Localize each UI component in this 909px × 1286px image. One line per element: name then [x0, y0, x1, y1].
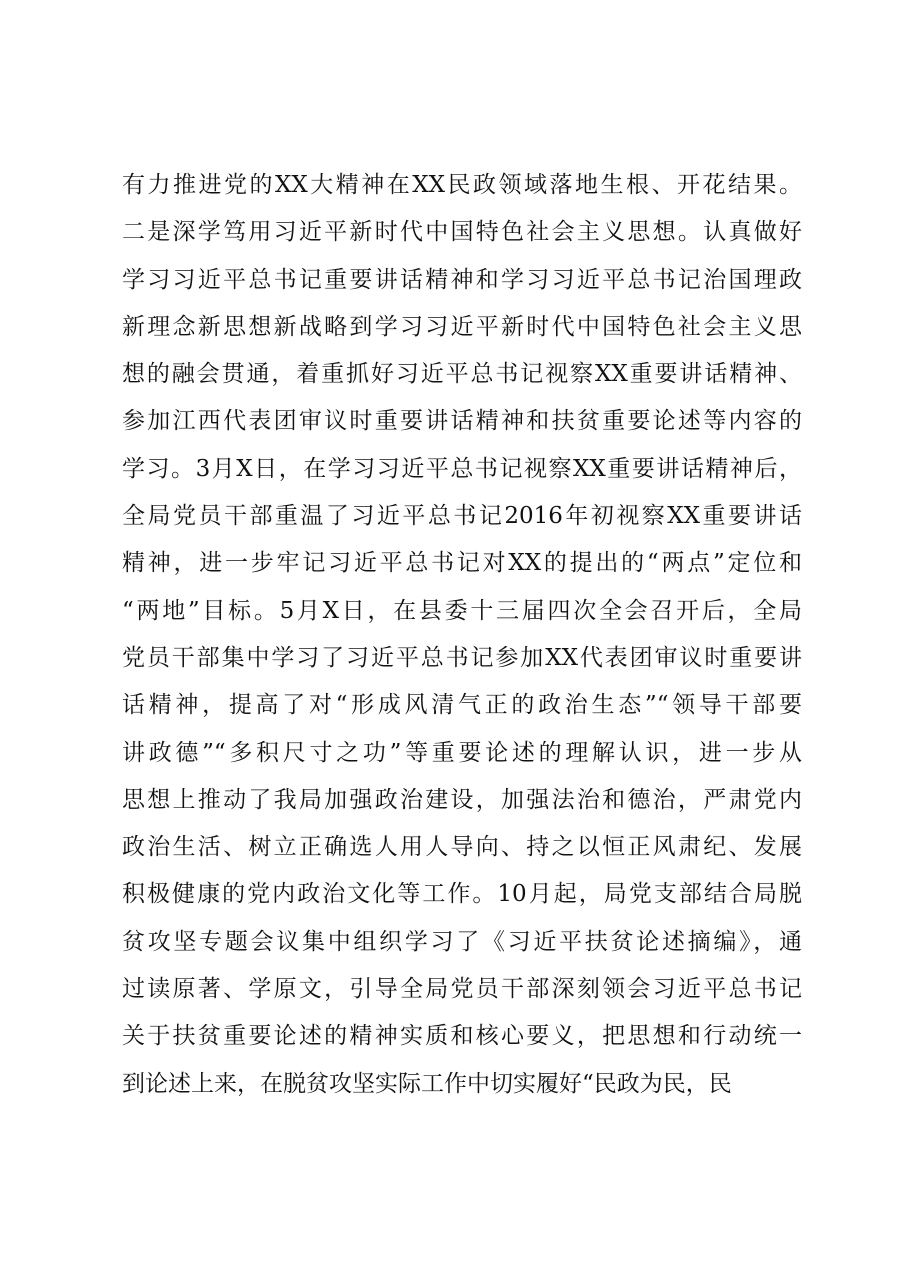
text-line: “两地”目标。5月X日，在县委十三届四次全会召开后，全局: [122, 597, 802, 624]
text-line: 到论述上来，在脱贫攻坚实际工作中切实履好“民政为民，民: [122, 1070, 732, 1097]
text-line: 话精神，提高了对“形成风清气正的政治生态”“领导干部要: [122, 692, 802, 719]
text-line: 有力推进党的XX大精神在XX民政领域落地生根、开花结果。: [122, 172, 802, 198]
text-line: 学习。3月X日，在学习习近平总书记视察XX重要讲话精神后，: [122, 455, 802, 482]
text-line: 全局党员干部重温了习近平总书记2016年初视察XX重要讲话: [122, 503, 802, 530]
text-line: 想的融会贯通，着重抓好习近平总书记视察XX重要讲话精神、: [122, 361, 802, 388]
text-line: 关于扶贫重要论述的精神实质和核心要义，把思想和行动统一: [122, 1023, 802, 1050]
text-line: 思想上推动了我局加强政治建设，加强法治和德治，严肃党内: [122, 786, 802, 813]
text-line: 积极健康的党内政治文化等工作。10月起，局党支部结合局脱: [122, 881, 802, 908]
text-line: 参加江西代表团审议时重要讲话精神和扶贫重要论述等内容的: [122, 408, 802, 435]
text-line: 学习习近平总书记重要讲话精神和学习习近平总书记治国理政: [122, 266, 802, 293]
body-text: [122, 162, 802, 1108]
text-line: 过读原著、学原文，引导全局党员干部深刻领会习近平总书记: [122, 976, 802, 1003]
text-line: 新理念新思想新战略到学习习近平新时代中国特色社会主义思: [122, 313, 802, 340]
text-line: 党员干部集中学习了习近平总书记参加XX代表团审议时重要讲: [122, 644, 802, 671]
text-line: 贫攻坚专题会议集中组织学习了《习近平扶贫论述摘编》，通: [122, 928, 802, 955]
text-line: 讲政德”“多积尺寸之功”等重要论述的理解认识，进一步从: [122, 739, 802, 766]
text-line: 精神，进一步牢记习近平总书记对XX的提出的“两点”定位和: [122, 550, 802, 577]
text-line: 政治生活、树立正确选人用人导向、持之以恒正风肃纪、发展: [122, 834, 802, 861]
text-line: 二是深学笃用习近平新时代中国特色社会主义思想。认真做好: [122, 219, 802, 246]
